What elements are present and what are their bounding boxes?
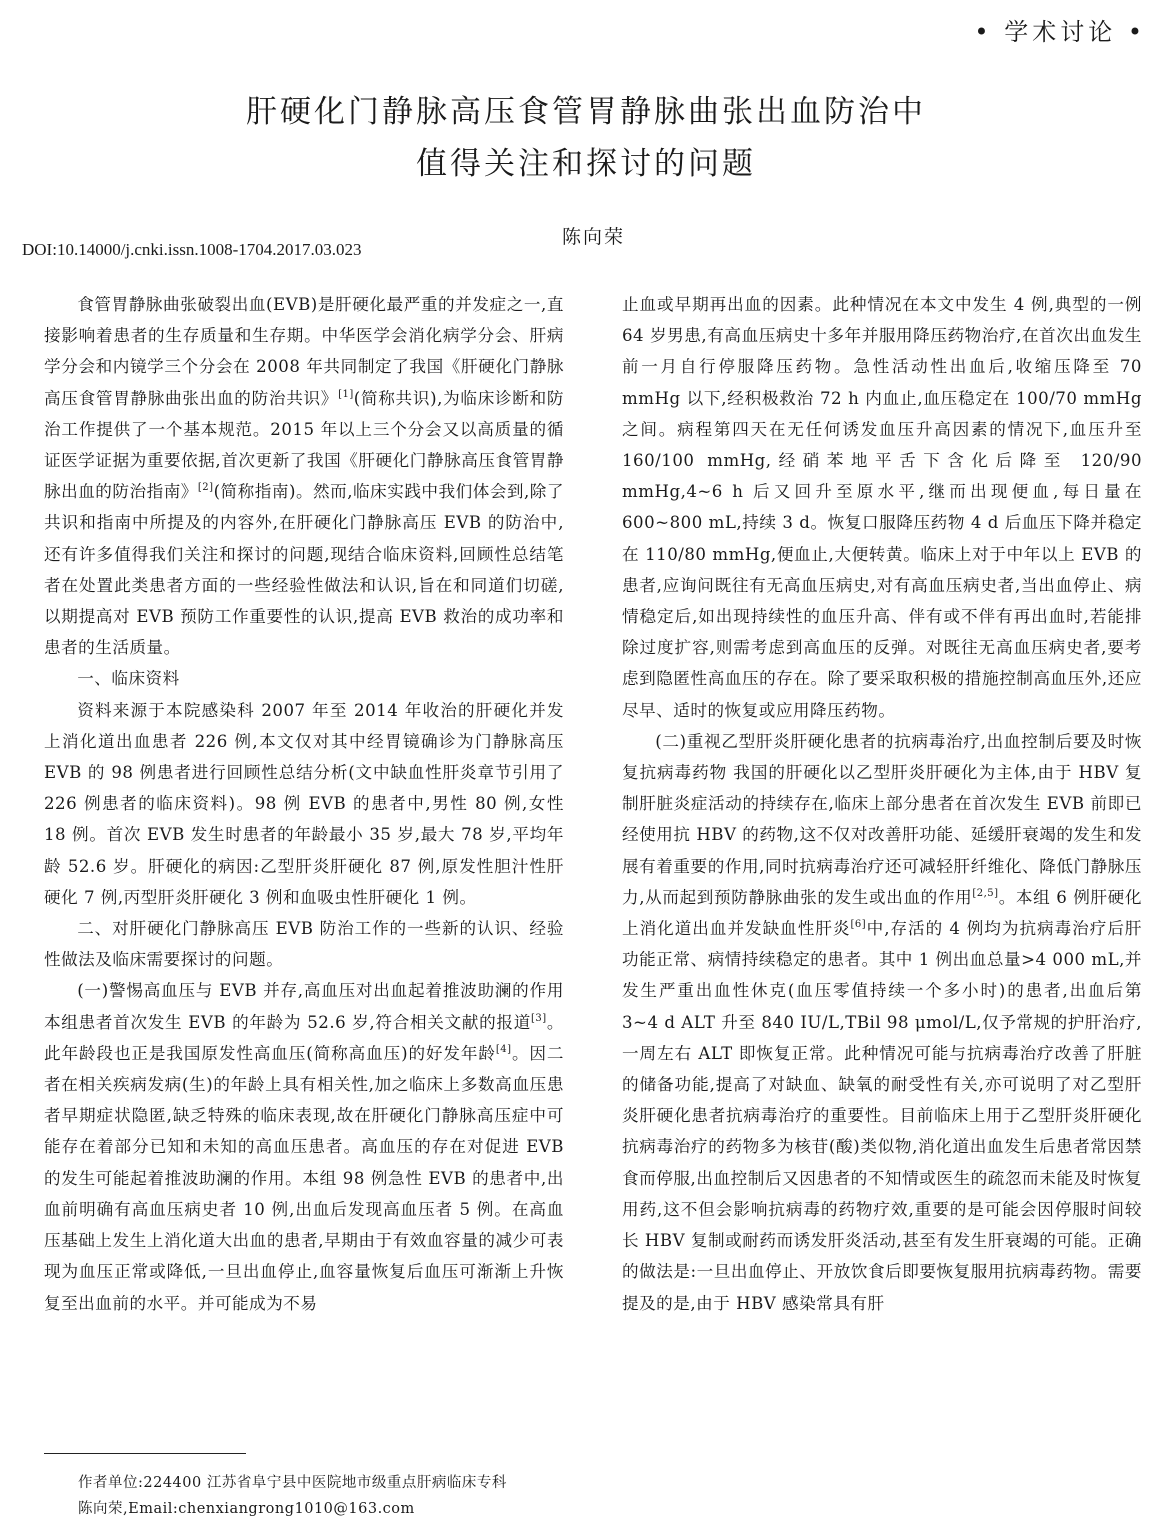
footnote bbox=[78, 1470, 507, 1522]
citation-4: [4] bbox=[495, 1043, 512, 1055]
right-column bbox=[622, 289, 1142, 1319]
paragraph-hypertension-cont: 止血或早期再出血的因素。此种情况在本文中发生 4 例,典型的一例 64 岁男患,有高血压病史十多年并服用降压药物治疗,在首次出血发生前一月自行停服降压药物。急性活动性出血后,收缩压降至 70 mmHg 以下,经积极救治 72 h 内血止,血压稳定在 100/70 mmHg 之间。病程第四天在无任何诱发血压升高因素的情况下,血压升至 160/100 mmHg,经硝苯地平舌下含化后降至 120/90 mmHg,4~6 h 后又回升至原水平,继而出现便血,每日量在 600~800 mL,持续 3 d。恢复口服降压药物 4 d 后血压下降并稳定在 110/80 mmHg,便血止,大便转黄。临床上对于中年以上 EVB 的患者,应询问既往有无高血压病史,对有高血压病史者,当出血停止、病情稳定后,如出现持续性的血压升高、伴有或不伴有再出血时,若能排除过度扩容,则需考虑到高血压的反弹。对既往无高血压病史者,要考虑到隐匿性高血压的存在。除了要采取积极的措施控制高血压外,还应尽早、适时的恢复或应用降压药物。 bbox=[622, 295, 1142, 720]
paragraph-intro: 食管胃静脉曲张破裂出血(EVB)是肝硬化最严重的并发症之一,直接影响着患者的生存质量和生存期。中华医学会消化病学分会、肝病学分会和内镜学三个分会在 2008 年共同制定了我国《肝硬化门静脉高压食管胃静脉曲张出血的防治共识》[1](简称共识),为临床诊断和防治工作提供了一个基本规范。2015 年以上三个分会又以高质量的循证医学证据为重要依据,首次更新了我国《肝硬化门静脉高压食管胃静脉出血的防治指南》[2](简称指南)。然而,临床实践中我们体会到,除了共识和指南中所提及的内容外,在肝硬化门静脉高压 EVB 的防治中,还有许多值得我们关注和探讨的问题,现结合临床资料,回顾性总结笔者在处置此类患者方面的一些经验性做法和认识,旨在和同道们切磋,以期提高对 EVB 预防工作重要性的认识,提高 EVB 救治的成功率和患者的生活质量。 bbox=[44, 295, 564, 658]
citation-3: [3] bbox=[531, 1012, 547, 1024]
heading-clinical-data: 一、临床资料 bbox=[77, 669, 180, 689]
doi: DOI:10.14000/j.cnki.issn.1008-1704.2017.03.023 bbox=[22, 240, 362, 259]
left-column bbox=[44, 289, 564, 1319]
paragraph-hypertension: (一)警惕高血压与 EVB 并存,高血压对出血起着推波助澜的作用 本组患者首次发生 EVB 的年龄为 52.6 岁,符合相关文献的报道[3]。此年龄段也正是我国原发性高血压(简称高血压)的好发年龄[4]。因二者在相关疾病发病(生)的年龄上具有相关性,加之临床上多数高血压患者早期症状隐匿,缺乏特殊的临床表现,故在肝硬化门静脉高压症中可能存在着部分已知和未知的高血压患者。高血压的存在对促进 EVB 的发生可能起着推波助澜的作用。本组 98 例急性 EVB 的患者中,出血前明确有高血压病史者 10 例,出血后发现高血压者 5 例。在高血压基础上发生上消化道大出血的患者,早期由于有效血容量的减少可表现为血压正常或降低,一旦出血停止,血容量恢复后血压可渐渐上升恢复至出血前的水平。并可能成为不易 bbox=[44, 981, 565, 1313]
section-tag: • 学术讨论 • bbox=[974, 18, 1146, 46]
title-line-2: 值得关注和探讨的问题 bbox=[416, 146, 756, 182]
citation-1: [1] bbox=[338, 388, 354, 400]
citation-6: [6] bbox=[850, 919, 867, 931]
footnote-email: 陈向荣,Email:chenxiangrong1010@163.com bbox=[78, 1501, 415, 1517]
citation-2-5: [2,5] bbox=[972, 887, 999, 899]
paragraph-clinical-data: 资料来源于本院感染科 2007 年至 2014 年收治的肝硬化并发上消化道出血患者 226 例,本文仅对其中经胃镜确诊为门静脉高压 EVB 的 98 例患者进行回顾性总结分析(文中缺血性肝炎章节引用了 226 例患者的临床资料)。98 例 EVB 的患者中,男性 80 例,女性 18 例。首次 EVB 发生时患者的年龄最小 35 岁,最大 78 岁,平均年龄 52.6 岁。肝硬化的病因:乙型肝炎肝硬化 87 例,原发性胆汁性肝硬化 7 例,丙型肝炎肝硬化 3 例和血吸虫性肝硬化 1 例。 bbox=[44, 700, 564, 907]
citation-2: [2] bbox=[197, 482, 214, 494]
footnote-affiliation: 作者单位:224400 江苏省阜宁县中医院地市级重点肝病临床专科 bbox=[78, 1475, 507, 1491]
heading-new-insights: 二、对肝硬化门静脉高压 EVB 防治工作的一些新的认识、经验性做法及临床需要探讨的问题。 bbox=[44, 919, 564, 970]
title-line-1: 肝硬化门静脉高压食管胃静脉曲张出血防治中 bbox=[246, 94, 926, 130]
paragraph-antiviral: (二)重视乙型肝炎肝硬化患者的抗病毒治疗,出血控制后要及时恢复抗病毒药物 我国的肝硬化以乙型肝炎肝硬化为主体,由于 HBV 复制肝脏炎症活动的持续存在,临床上部分患者在首次发生 EVB 前即已经使用抗 HBV 的药物,这不仅对改善肝功能、延缓肝衰竭的发生和发展有着重要的作用,同时抗病毒治疗还可减轻肝纤维化、降低门静脉压力,从而起到预防静脉曲张的发生或出血的作用[2,5]。本组 6 例肝硬化上消化道出血并发缺血性肝炎[6]中,存活的 4 例均为抗病毒治疗后肝功能正常、病情持续稳定的患者。其中 1 例出血总量>4 000 mL,并发生严重出血性休克(血压零值持续一个多小时)的患者,出血后第 3~4 d ALT 升至 840 IU/L,TBil 98 μmol/L,仅予常规的护肝治疗,一周左右 ALT 即恢复正常。此种情况可能与抗病毒治疗改善了肝脏的储备功能,提高了对缺血、缺氧的耐受性有关,亦可说明了对乙型肝炎肝硬化患者抗病毒治疗的重要性。目前临床上用于乙型肝炎肝硬化抗病毒治疗的药物多为核苷(酸)类似物,消化道出血发生后患者常因禁食而停服,出血控制后又因患者的不知情或医生的疏忽而未能及时恢复用药,这不但会影响抗病毒的药物疗效,重要的是可能会因停服时间较长 HBV 复制或耐药而诱发肝炎活动,甚至有发生肝衰竭的可能。正确的做法是:一旦出血停止、开放饮食后即要恢复服用抗病毒药物。需要提及的是,由于 HBV 感染常具有肝 bbox=[622, 731, 1142, 1313]
author-name: 陈向荣 bbox=[562, 226, 626, 248]
article-title bbox=[0, 86, 1172, 190]
footnote-divider bbox=[44, 1453, 246, 1454]
